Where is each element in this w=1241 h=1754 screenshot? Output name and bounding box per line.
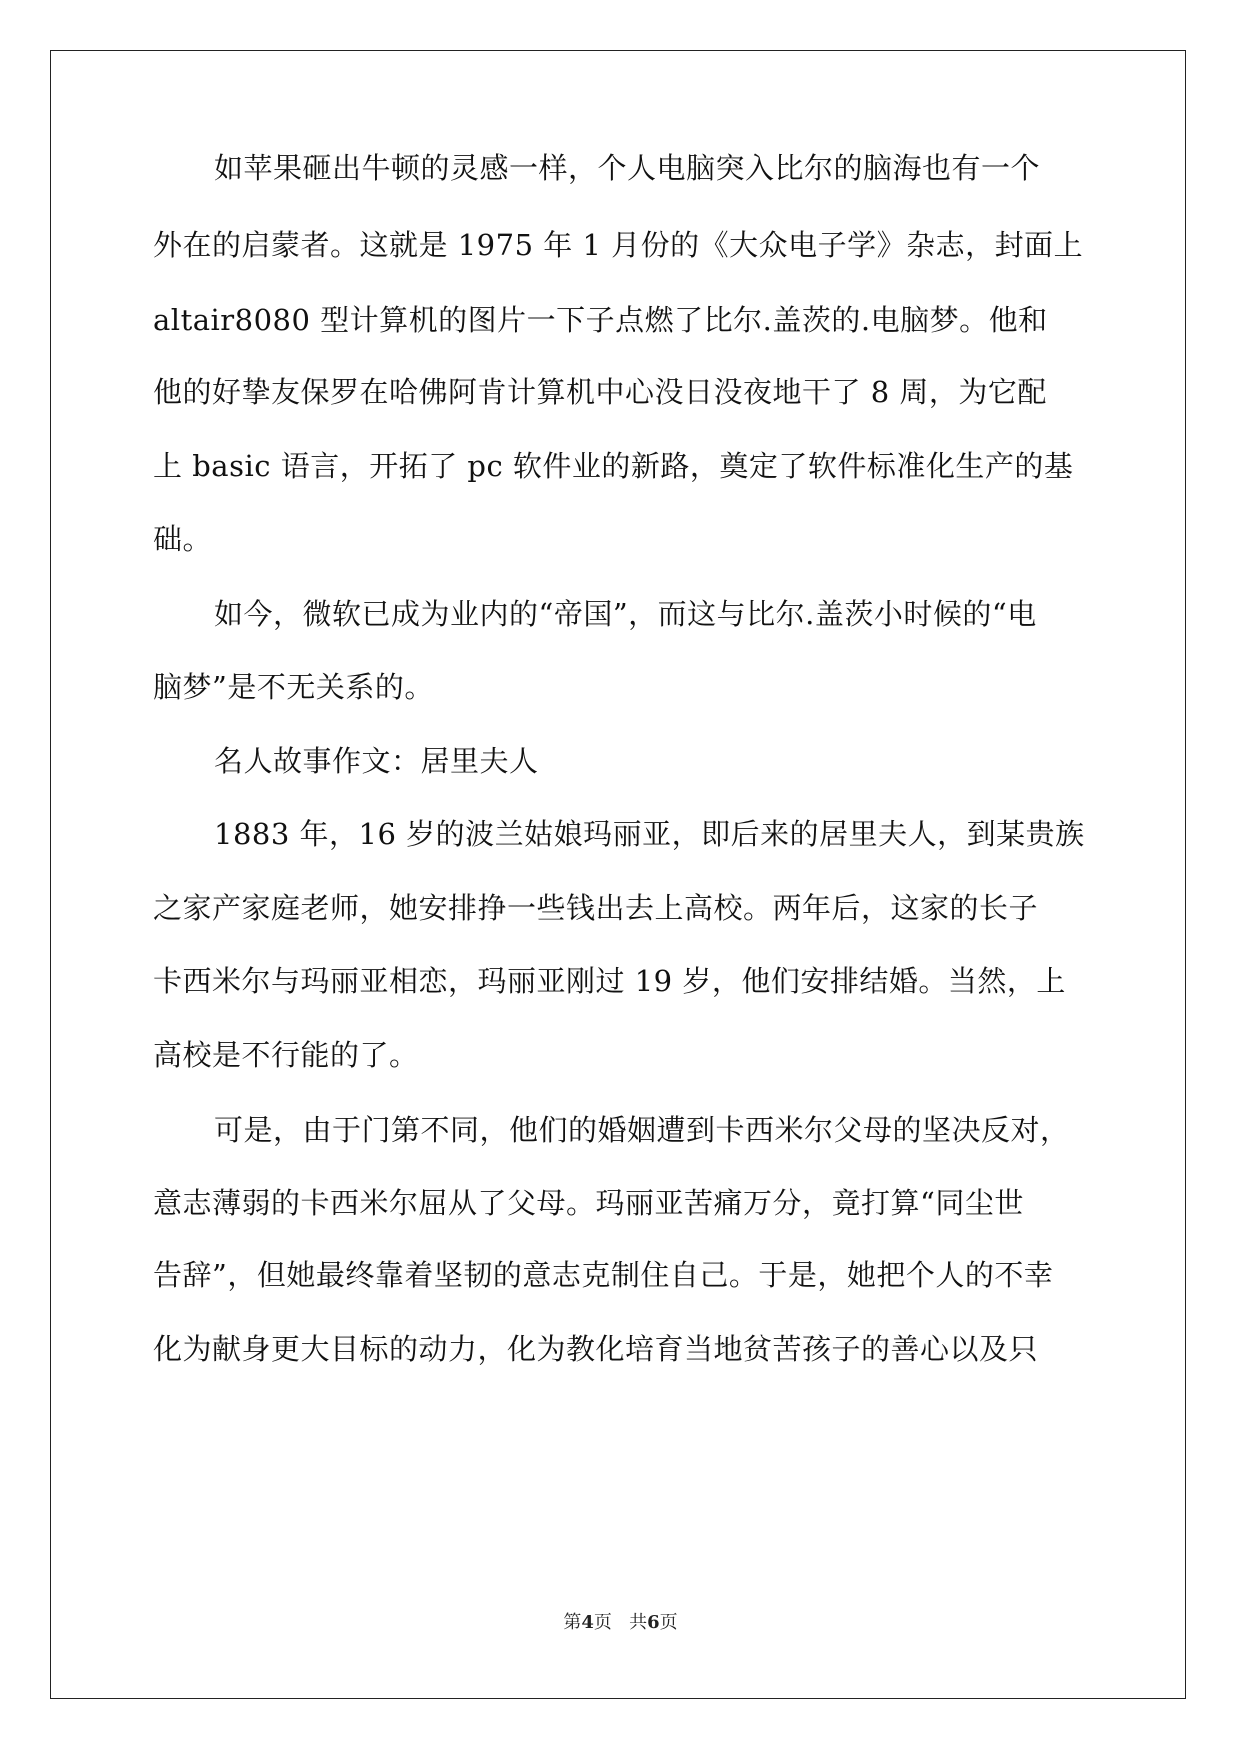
paragraph-line: 化为献身更大目标的动力，化为教化培育当地贫苦孩子的善心以及只	[153, 1332, 1039, 1366]
paragraph-line: 上 basic 语言，开拓了 pc 软件业的新路，奠定了软件标准化生产的基	[153, 449, 1074, 483]
paragraph-line: 1883 年，16 岁的波兰姑娘玛丽亚，即后来的居里夫人，到某贵族	[214, 817, 1085, 851]
page-footer	[0, 1608, 1241, 1634]
paragraph-line: 如今，微软已成为业内的“帝国”，而这与比尔.盖茨小时候的“电	[214, 597, 1037, 631]
paragraph-line: 意志薄弱的卡西米尔屈从了父母。玛丽亚苦痛万分，竟打算“同尘世	[153, 1186, 1024, 1220]
paragraph-line: 外在的启蒙者。这就是 1975 年 1 月份的《大众电子学》杂志，封面上	[153, 228, 1084, 262]
paragraph-line: 卡西米尔与玛丽亚相恋，玛丽亚刚过 19 岁，他们安排结婚。当然，上	[153, 964, 1066, 998]
paragraph-line: 可是，由于门第不同，他们的婚姻遭到卡西米尔父母的坚决反对，	[214, 1113, 1070, 1147]
paragraph-line: 高校是不行能的了。	[153, 1038, 419, 1072]
paragraph-line: 告辞”，但她最终靠着坚韧的意志克制住自己。于是，她把个人的不幸	[153, 1258, 1054, 1292]
paragraph-line: altair8080 型计算机的图片一下子点燃了比尔.盖茨的.电脑梦。他和	[153, 303, 1048, 337]
footer-middle: 页 共	[593, 1612, 648, 1633]
section-heading: 名人故事作文：居里夫人	[214, 744, 539, 778]
current-page-number: 4	[581, 1612, 594, 1633]
total-page-number: 6	[647, 1612, 660, 1633]
paragraph-line: 他的好挚友保罗在哈佛阿肯计算机中心没日没夜地干了 8 周，为它配	[153, 375, 1047, 409]
paragraph-line: 脑梦”是不无关系的。	[153, 670, 434, 704]
page-border	[50, 50, 1186, 1699]
paragraph-line: 础。	[153, 522, 213, 556]
paragraph-line: 之家产家庭老师，她安排挣一些钱出去上高校。两年后，这家的长子	[153, 891, 1039, 925]
footer-suffix: 页	[659, 1612, 678, 1633]
footer-prefix: 第	[563, 1612, 582, 1633]
paragraph-line: 如苹果砸出牛顿的灵感一样，个人电脑突入比尔的脑海也有一个	[214, 151, 1041, 185]
